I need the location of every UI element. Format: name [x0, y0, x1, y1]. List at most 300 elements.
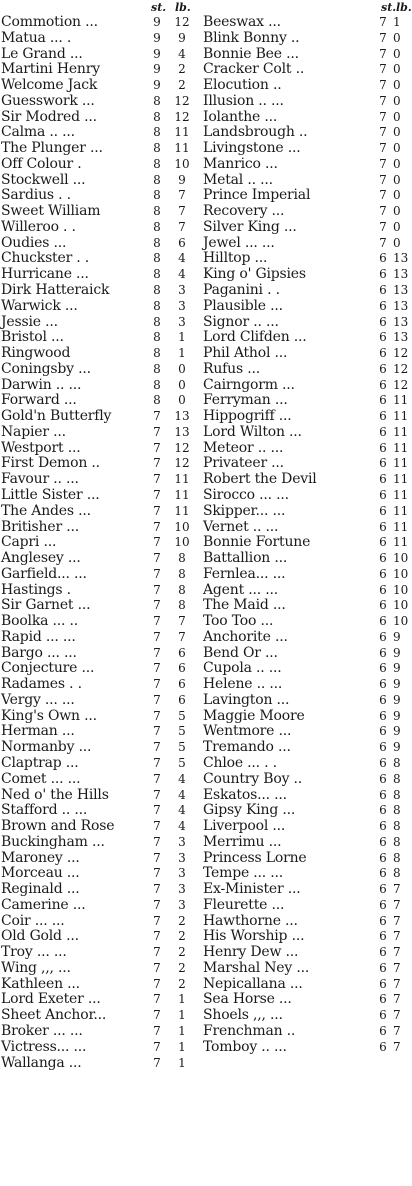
weight-pounds: 8 — [178, 551, 186, 566]
weight-stone: 6 — [379, 614, 387, 629]
weight-stone: 7 — [153, 866, 161, 881]
horse-entry — [203, 819, 407, 835]
horse-entry — [203, 125, 407, 141]
weight-stone: 8 — [153, 156, 161, 171]
horse-name: Anglesey ... — [1, 550, 81, 567]
weight-pounds: 3 — [178, 298, 186, 313]
weight-stone: 7 — [153, 598, 161, 613]
weight-stone: 7 — [153, 819, 161, 834]
weight-stone: 7 — [153, 472, 161, 487]
weight-pounds: 9 — [393, 692, 401, 707]
horse-name: Off Colour . — [1, 155, 82, 172]
horse-entry — [1, 1008, 202, 1024]
weight-pounds: 7 — [393, 882, 401, 897]
weight-stone: 7 — [153, 645, 161, 660]
weight-pounds: 2 — [178, 62, 186, 77]
weight-pounds: 10 — [393, 551, 409, 566]
horse-entry — [203, 788, 407, 804]
weight-stone: 6 — [379, 708, 387, 723]
weight-pounds: 7 — [393, 976, 401, 991]
weight-pounds: 4 — [178, 46, 186, 61]
horse-entry — [1, 583, 202, 599]
weight-stone: 7 — [153, 992, 161, 1007]
horse-name: Coir ... ... — [1, 912, 65, 929]
horse-entry — [1, 409, 202, 425]
weight-stone: 7 — [153, 566, 161, 581]
weight-pounds: 0 — [393, 141, 401, 156]
horse-entry — [1, 630, 202, 646]
horse-name: Recovery ... — [203, 203, 285, 220]
weight-stone: 8 — [153, 330, 161, 345]
weight-stone: 7 — [153, 440, 161, 455]
horse-entry — [1, 78, 202, 94]
weight-pounds: 10 — [393, 582, 409, 597]
weight-stone: 7 — [153, 897, 161, 912]
horse-entry — [1, 330, 202, 346]
weight-pounds: 7 — [393, 929, 401, 944]
horse-name: Reginald ... — [1, 881, 80, 898]
weight-stone: 6 — [379, 661, 387, 676]
weight-stone: 8 — [153, 377, 161, 392]
weight-stone: 7 — [153, 1024, 161, 1038]
horse-name: Too Too ... — [203, 613, 274, 630]
horse-name: Sardius . . — [1, 187, 71, 204]
horse-name: Victress... ... — [1, 1038, 87, 1055]
weight-stone: 6 — [379, 267, 387, 282]
horse-name: Ex-Minister ... — [203, 881, 301, 898]
weight-pounds: 2 — [178, 78, 186, 93]
weight-pounds: 4 — [178, 771, 186, 786]
horse-name: King's Own ... — [1, 707, 97, 724]
weight-stone: 6 — [379, 535, 387, 550]
weight-stone: 6 — [379, 598, 387, 613]
horse-name: Chuckster . . — [1, 250, 90, 267]
weight-pounds: 9 — [393, 708, 401, 723]
weight-pounds: 0 — [393, 125, 401, 140]
horse-name: Kathleen ... — [1, 975, 80, 992]
weight-stone: 7 — [153, 834, 161, 849]
horse-name: Radames . . — [1, 676, 82, 693]
horse-name: Forward ... — [1, 392, 77, 409]
weight-stone: 7 — [153, 708, 161, 723]
weight-stone: 6 — [379, 929, 387, 944]
horse-entry — [203, 204, 407, 220]
weight-stone: 6 — [379, 298, 387, 313]
weight-stone: 6 — [379, 692, 387, 707]
weight-stone: 7 — [153, 677, 161, 692]
horse-entry — [203, 346, 407, 362]
weight-pounds: 11 — [174, 141, 190, 156]
horse-entry — [203, 173, 407, 189]
horse-entry — [1, 62, 202, 78]
weight-pounds: 4 — [178, 819, 186, 834]
horse-name: Liverpool ... — [203, 818, 286, 835]
weight-pounds: 0 — [393, 78, 401, 93]
horse-name: Ferryman ... — [203, 392, 288, 409]
weight-pounds: 12 — [174, 15, 190, 29]
horse-entry — [203, 756, 407, 772]
weight-stone: 6 — [379, 1024, 387, 1038]
horse-entry — [1, 677, 202, 693]
weight-pounds: 1 — [178, 1055, 186, 1070]
horse-name: Meteor .. ... — [203, 439, 284, 456]
weight-stone: 6 — [379, 882, 387, 897]
horse-entry — [1, 914, 202, 930]
weight-pounds: 11 — [174, 472, 190, 487]
weight-pounds: 10 — [174, 156, 190, 171]
weight-pounds: 13 — [393, 314, 409, 329]
horse-entry — [1, 125, 202, 141]
horse-name: Rapid ... ... — [1, 628, 76, 645]
weight-pounds: 13 — [174, 424, 190, 439]
horse-entry — [203, 567, 407, 583]
weight-pounds: 3 — [178, 314, 186, 329]
weight-pounds: 0 — [178, 393, 186, 408]
weight-stone: 7 — [379, 93, 387, 108]
horse-name: Landsbrough .. — [203, 124, 308, 141]
horse-name: Wallanga ... — [1, 1054, 82, 1071]
weight-stone: 7 — [153, 614, 161, 629]
horse-entry — [203, 724, 407, 740]
horse-name: Sir Garnet ... — [1, 597, 91, 614]
horse-entry — [1, 961, 202, 977]
horse-entry — [1, 819, 202, 835]
horse-entry — [1, 803, 202, 819]
horse-name: Shoels ,,, ... — [203, 1007, 283, 1024]
weight-pounds: 11 — [393, 456, 409, 471]
weight-pounds: 7 — [393, 992, 401, 1007]
horse-entry — [1, 346, 202, 362]
horse-entry — [203, 62, 407, 78]
weight-stone: 8 — [153, 141, 161, 156]
horse-entry — [1, 1040, 202, 1056]
horse-name: Bonnie Bee ... — [203, 45, 299, 62]
weight-stone: 6 — [379, 787, 387, 802]
weight-stone: 6 — [379, 409, 387, 424]
horse-name: Bargo ... ... — [1, 644, 77, 661]
horse-entry — [1, 251, 202, 267]
horse-entry — [1, 772, 202, 788]
horse-name: Illusion .. ... — [203, 92, 284, 109]
weight-pounds: 1 — [178, 330, 186, 345]
weight-pounds: 4 — [178, 803, 186, 818]
horse-name: Agent ... ... — [203, 581, 279, 598]
weight-stone: 6 — [379, 551, 387, 566]
horse-entry — [1, 283, 202, 299]
weight-stone: 6 — [379, 361, 387, 376]
weight-pounds: 7 — [178, 204, 186, 219]
weight-stone: 7 — [153, 692, 161, 707]
horse-entry — [1, 488, 202, 504]
weight-stone: 6 — [379, 582, 387, 597]
horse-name: Claptrap ... — [1, 754, 79, 771]
horse-entry — [1, 646, 202, 662]
horse-name: Garfield... ... — [1, 565, 87, 582]
weight-pounds: 9 — [393, 724, 401, 739]
weight-pounds: 8 — [393, 866, 401, 881]
horse-entry — [1, 661, 202, 677]
weight-pounds: 12 — [174, 109, 190, 124]
horse-name: Wing ,,, ... — [1, 959, 71, 976]
weight-stone: 7 — [153, 787, 161, 802]
horse-entry — [203, 646, 407, 662]
weight-stone: 6 — [379, 960, 387, 975]
weight-stone: 7 — [153, 929, 161, 944]
horse-name: Napier ... — [1, 423, 66, 440]
weight-stone: 6 — [379, 629, 387, 644]
weight-stone: 7 — [153, 945, 161, 960]
horse-name: Dirk Hatteraick — [1, 282, 110, 299]
weight-stone: 7 — [379, 109, 387, 124]
horse-name: Hilltop ... — [203, 250, 268, 267]
weight-stone: 7 — [379, 235, 387, 250]
weight-pounds: 10 — [393, 566, 409, 581]
horse-name: The Plunger ... — [1, 140, 103, 157]
weight-stone: 6 — [379, 834, 387, 849]
horse-name: Paganini . . — [203, 282, 280, 299]
weight-pounds: 0 — [393, 93, 401, 108]
horse-name: Welcome Jack — [1, 77, 98, 94]
weight-pounds: 13 — [393, 251, 409, 266]
weight-stone: 8 — [153, 267, 161, 282]
weight-pounds: 8 — [393, 850, 401, 865]
weight-stone: 7 — [379, 172, 387, 187]
weight-pounds: 11 — [174, 125, 190, 140]
weight-stone: 8 — [153, 204, 161, 219]
horse-name: Buckingham ... — [1, 833, 105, 850]
weight-pounds: 6 — [178, 235, 186, 250]
weight-stone: 8 — [153, 393, 161, 408]
horse-entry — [1, 724, 202, 740]
weight-pounds: 3 — [178, 283, 186, 298]
horse-entry — [203, 614, 407, 630]
weight-pounds: 8 — [393, 755, 401, 770]
weight-stone: 8 — [153, 235, 161, 250]
horse-entry — [1, 567, 202, 583]
horse-entry — [203, 803, 407, 819]
horse-name: Hurricane ... — [1, 266, 89, 283]
horse-name: Wentmore ... — [203, 723, 292, 740]
weight-stone: 6 — [379, 677, 387, 692]
horse-name: Normanby ... — [1, 739, 92, 756]
horse-entry — [203, 141, 407, 157]
weight-stone: 7 — [379, 15, 387, 29]
weight-pounds: 13 — [393, 267, 409, 282]
horse-entry — [203, 992, 407, 1008]
weight-pounds: 12 — [174, 440, 190, 455]
horse-name: Capri ... — [1, 534, 57, 551]
horse-entry — [1, 977, 202, 993]
horse-entry — [1, 945, 202, 961]
horse-name: Rufus ... — [203, 360, 260, 377]
right-column — [203, 1, 412, 1056]
weight-pounds: 3 — [178, 834, 186, 849]
weight-pounds: 1 — [178, 1024, 186, 1038]
horse-entry — [203, 851, 407, 867]
horse-name: Gold'n Butterfly — [1, 408, 112, 425]
weight-pounds: 0 — [393, 172, 401, 187]
weight-stone: 6 — [379, 346, 387, 361]
horse-entry — [203, 661, 407, 677]
weight-stone: 6 — [379, 819, 387, 834]
weight-stone: 7 — [153, 803, 161, 818]
weight-stone: 6 — [379, 566, 387, 581]
horse-entry — [1, 157, 202, 173]
horse-name: Blink Bonny .. — [203, 29, 300, 46]
horse-entry — [1, 756, 202, 772]
horse-entry — [1, 441, 202, 457]
horse-entry — [203, 630, 407, 646]
weight-pounds: 6 — [178, 661, 186, 676]
horse-entry — [1, 456, 202, 472]
weight-stone: 9 — [153, 15, 161, 29]
weight-stone: 7 — [379, 125, 387, 140]
weight-pounds: 1 — [393, 15, 401, 29]
weight-stone: 7 — [153, 913, 161, 928]
weight-pounds: 1 — [178, 346, 186, 361]
weight-stone: 7 — [153, 551, 161, 566]
weight-stone: 6 — [379, 897, 387, 912]
horse-entry — [203, 236, 407, 252]
horse-entry — [203, 677, 407, 693]
horse-name: Sirocco ... ... — [203, 486, 289, 503]
horse-entry — [203, 693, 407, 709]
weight-stone: 6 — [379, 850, 387, 865]
weight-stone: 7 — [379, 219, 387, 234]
weight-stone: 8 — [153, 172, 161, 187]
horse-name: Stockwell ... — [1, 171, 86, 188]
weight-stone: 7 — [153, 409, 161, 424]
horse-name: Britisher ... — [1, 518, 79, 535]
horse-name: Elocution .. — [203, 77, 282, 94]
horse-name: First Demon .. — [1, 455, 100, 472]
weight-pounds: 8 — [393, 819, 401, 834]
horse-name: Merrimu ... — [203, 833, 282, 850]
horse-entry — [1, 378, 202, 394]
weight-stone: 6 — [379, 976, 387, 991]
horse-entry — [1, 598, 202, 614]
weight-pounds: 7 — [178, 219, 186, 234]
horse-entry — [203, 898, 407, 914]
horse-name: Calma .. ... — [1, 124, 75, 141]
horse-entry — [1, 173, 202, 189]
weight-stone: 8 — [153, 361, 161, 376]
horse-entry — [1, 551, 202, 567]
horse-entry — [1, 535, 202, 551]
weight-pounds: 6 — [178, 692, 186, 707]
horse-name: The Maid ... — [203, 597, 286, 614]
horse-name: Sweet William — [1, 203, 101, 220]
weight-stone: 6 — [379, 740, 387, 755]
horse-entry — [1, 693, 202, 709]
weight-pounds: 9 — [178, 172, 186, 187]
weight-pounds: 7 — [393, 1039, 401, 1054]
horse-entry — [1, 740, 202, 756]
weight-pounds: 0 — [393, 204, 401, 219]
horse-name: Sheet Anchor... — [1, 1007, 107, 1024]
horse-entry — [1, 299, 202, 315]
weight-pounds: 0 — [178, 377, 186, 392]
horse-entry — [203, 267, 407, 283]
horse-entry — [1, 220, 202, 236]
weight-pounds: 11 — [393, 472, 409, 487]
pound-header: lb. — [175, 1, 191, 14]
horse-name: Helene .. ... — [203, 676, 283, 693]
horse-name: Fernlea... ... — [203, 565, 286, 582]
horse-entry — [1, 15, 202, 31]
weight-stone: 8 — [153, 93, 161, 108]
horse-entry — [1, 1056, 202, 1072]
horse-name: Conjecture ... — [1, 660, 95, 677]
weight-stone: 7 — [153, 535, 161, 550]
horse-entry — [1, 929, 202, 945]
weight-stone: 6 — [379, 724, 387, 739]
weight-stone: 7 — [153, 740, 161, 755]
horse-entry — [203, 598, 407, 614]
horse-entry — [203, 110, 407, 126]
weight-pounds: 6 — [178, 677, 186, 692]
weight-stone: 7 — [153, 519, 161, 534]
horse-entry — [1, 188, 202, 204]
weight-stone: 7 — [153, 1055, 161, 1070]
horse-name: Princess Lorne — [203, 849, 307, 866]
horse-entry — [203, 914, 407, 930]
horse-entry — [1, 362, 202, 378]
horse-entry — [1, 267, 202, 283]
horse-name: Tempe ... ... — [203, 865, 284, 882]
horse-name: Beeswax ... — [203, 14, 281, 30]
weight-stone: 7 — [153, 629, 161, 644]
weight-pounds: 0 — [393, 109, 401, 124]
weight-pounds: 7 — [393, 913, 401, 928]
weight-stone: 8 — [153, 109, 161, 124]
horse-name: Jewel ... ... — [203, 234, 275, 251]
horse-name: Manrico ... — [203, 155, 278, 172]
horse-name: Lord Clifden ... — [203, 329, 307, 346]
horse-entry — [203, 835, 407, 851]
weight-pounds: 8 — [393, 803, 401, 818]
horse-name: Tremando ... — [203, 739, 291, 756]
weight-pounds: 0 — [393, 62, 401, 77]
horse-name: Phil Athol ... — [203, 345, 288, 362]
horse-entry — [203, 1040, 407, 1056]
weight-pounds: 4 — [178, 787, 186, 802]
weight-stone: 6 — [379, 519, 387, 534]
weight-pounds: 11 — [393, 424, 409, 439]
weight-pounds: 8 — [393, 834, 401, 849]
horse-entry — [1, 393, 202, 409]
weight-pounds: 7 — [393, 897, 401, 912]
horse-entry — [1, 47, 202, 63]
horse-name: Camerine ... — [1, 896, 86, 913]
horse-entry — [203, 299, 407, 315]
weight-pounds: 8 — [393, 771, 401, 786]
weight-stone: 6 — [379, 251, 387, 266]
horse-name: Coningsby ... — [1, 360, 91, 377]
horse-name: King o' Gipsies — [203, 266, 306, 283]
weight-pounds: 0 — [178, 361, 186, 376]
horse-name: Ned o' the Hills — [1, 786, 109, 803]
weight-pounds: 8 — [178, 566, 186, 581]
horse-name: Lavington ... — [203, 691, 290, 708]
horse-entry — [1, 866, 202, 882]
horse-entry — [203, 583, 407, 599]
weight-pounds: 5 — [178, 755, 186, 770]
horse-entry — [1, 614, 202, 630]
weight-stone: 6 — [379, 393, 387, 408]
horse-entry — [203, 945, 407, 961]
horse-entry — [203, 1024, 407, 1040]
